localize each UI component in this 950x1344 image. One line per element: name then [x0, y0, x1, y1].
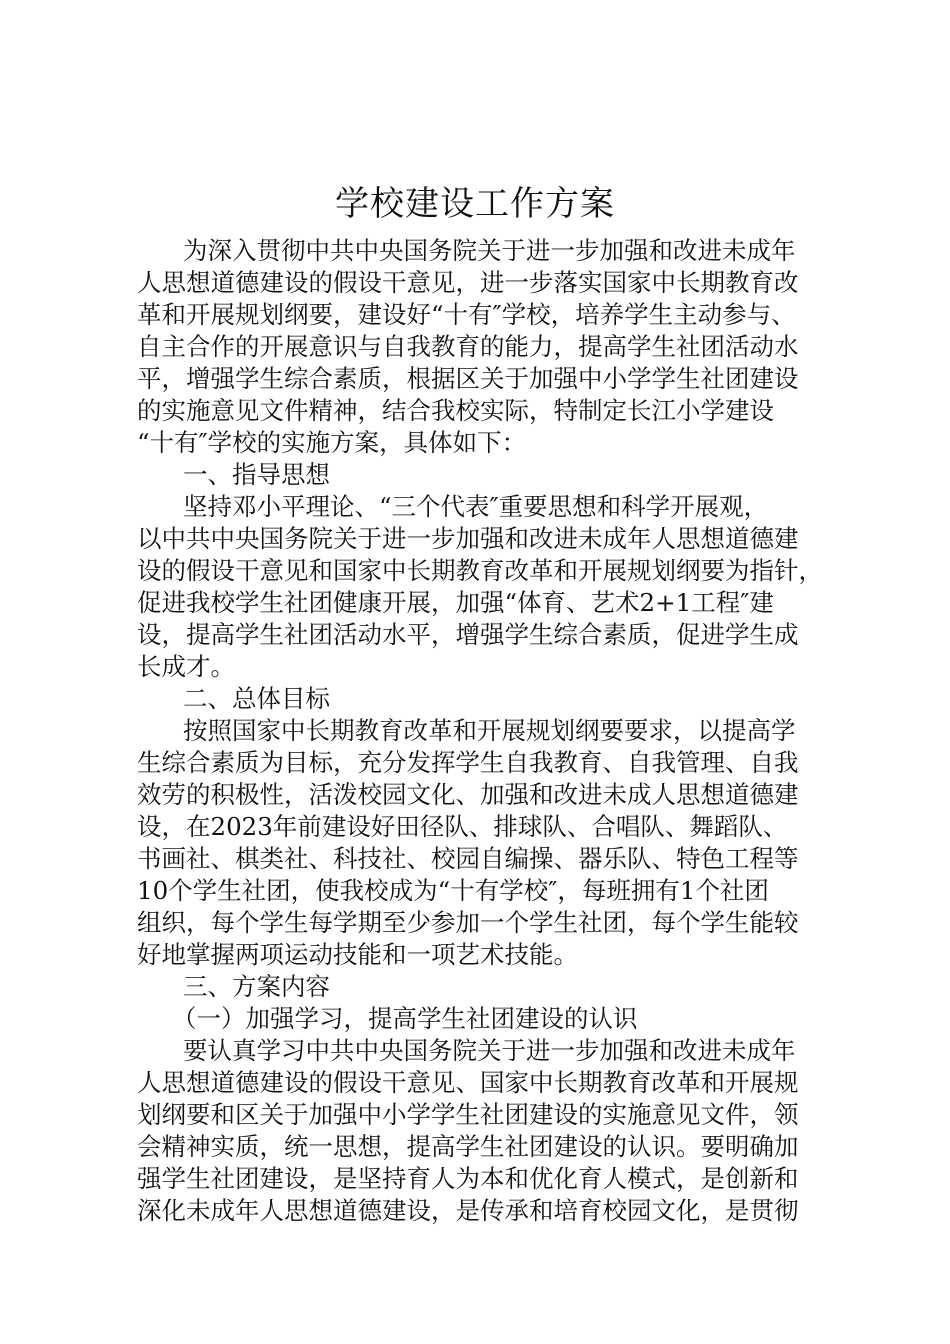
text-line: 组织，每个学生每学期至少参加一个学生社团，每个学生能较 [137, 908, 799, 937]
text-line: 深化未成年人思想道德建设，是传承和培育校园文化，是贯彻 [137, 1196, 799, 1225]
text-line: 要认真学习中共中央国务院关于进一步加强和改进未成年 [183, 1036, 796, 1065]
text-line: 设，在2023年前建设好田径队、排球队、合唱队、舞蹈队、 [137, 812, 788, 841]
text-line: 书画社、棋类社、科技社、校园自编操、器乐队、特色工程等 [137, 844, 799, 873]
text-line: 人思想道德建设的假设干意见、国家中长期教育改革和开展规 [137, 1068, 799, 1097]
text-line: 好地掌握两项运动技能和一项艺术技能。 [137, 940, 578, 969]
text-line: 效劳的积极性，活泼校园文化、加强和改进未成人思想道德建 [137, 780, 799, 809]
text-line: 人思想道德建设的假设干意见，进一步落实国家中长期教育改 [137, 268, 799, 297]
text-line: 为深入贯彻中共中央国务院关于进一步加强和改进未成年 [183, 236, 796, 265]
text-line: 以中共中央国务院关于进一步加强和改进未成年人思想道德建 [137, 524, 799, 553]
text-line: 生综合素质为目标，充分发挥学生自我教育、自我管理、自我 [137, 748, 799, 777]
section-heading: 三、方案内容 [183, 972, 330, 1001]
text-line: “十有″学校的实施方案，具体如下： [137, 428, 527, 457]
section-heading: 一、指导思想 [183, 460, 330, 489]
text-line: 促进我校学生社团健康开展，加强“体育、艺术2+1工程″建 [137, 588, 774, 617]
text-line: 设，提高学生社团活动水平，增强学生综合素质，促进学生成 [137, 620, 799, 649]
section-heading: 二、总体目标 [183, 684, 330, 713]
text-line: 强学生社团建设，是坚持育人为本和优化育人模式，是创新和 [137, 1164, 799, 1193]
text-line: 设的假设干意见和国家中长期教育改革和开展规划纲要为指针， [137, 556, 823, 585]
text-line: 革和开展规划纲要，建设好“十有″学校，培养学生主动参与、 [137, 300, 796, 329]
text-line: 坚持邓小平理论、“三个代表″重要思想和科学开展观， [183, 492, 769, 521]
text-line: 会精神实质，统一思想，提高学生社团建设的认识。要明确加 [137, 1132, 799, 1161]
document-title: 学校建设工作方案 [335, 184, 615, 224]
text-line: 按照国家中长期教育改革和开展规划纲要要求，以提高学 [183, 716, 796, 745]
text-line: 自主合作的开展意识与自我教育的能力，提高学生社团活动水 [137, 332, 799, 361]
text-line: 长成才。 [137, 652, 235, 681]
text-line: 划纲要和区关于加强中小学学生社团建设的实施意见文件，领 [137, 1100, 799, 1129]
subsection-heading: （一）加强学习，提高学生社团建设的认识 [172, 1004, 638, 1033]
text-line: 平，增强学生综合素质，根据区关于加强中小学学生社团建设 [137, 364, 799, 393]
text-line: 的实施意见文件精神，结合我校实际，特制定长江小学建设 [137, 396, 774, 425]
text-line: 10个学生社团，使我校成为“十有学校″，每班拥有1个社团 [137, 876, 769, 905]
